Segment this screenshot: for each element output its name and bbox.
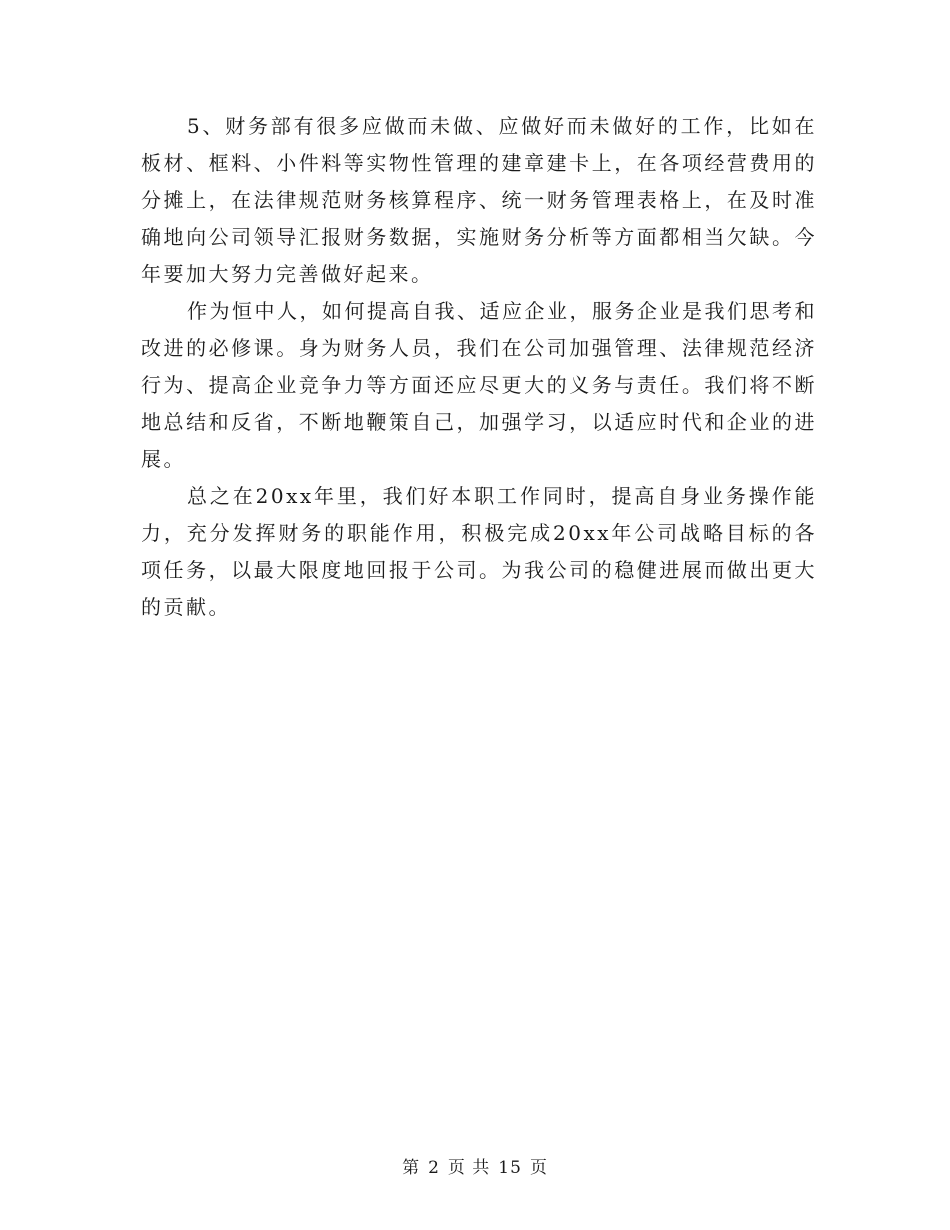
page-footer bbox=[0, 1153, 950, 1178]
paragraph-conclusion: 总之在20xx年里，我们好本职工作同时，提高自身业务操作能力，充分发挥财务的职能作用，积极完成20xx年公司战略目标的各项任务，以最大限度地回报于公司。为我公司的稳健进展而做出更大的贡献。 bbox=[141, 484, 817, 619]
paragraph-finance-shortcomings: 5、财务部有很多应做而未做、应做好而未做好的工作，比如在板材、框料、小件料等实物性管理的建章建卡上，在各项经营费用的分摊上，在法律规范财务核算程序、统一财务管理表格上，在及时准确地向公司领导汇报财务数据，实施财务分析等方面都相当欠缺。今年要加大努力完善做好起来。 bbox=[141, 114, 817, 286]
footer-suffix: 页 bbox=[529, 1158, 548, 1178]
total-page-count: 15 bbox=[498, 1158, 522, 1178]
paragraph-self-improvement: 作为恒中人，如何提高自我、适应企业，服务企业是我们思考和改进的必修课。身为财务人员，我们在公司加强管理、法律规范经济行为、提高企业竞争力等方面还应尽更大的义务与责任。我们将不断地总结和反省，不断地鞭策自己，加强学习，以适应时代和企业的进展。 bbox=[141, 299, 817, 471]
footer-middle: 页 共 bbox=[447, 1158, 491, 1178]
footer-prefix: 第 bbox=[402, 1158, 421, 1178]
document-body bbox=[141, 108, 817, 626]
current-page-number: 2 bbox=[428, 1158, 440, 1178]
